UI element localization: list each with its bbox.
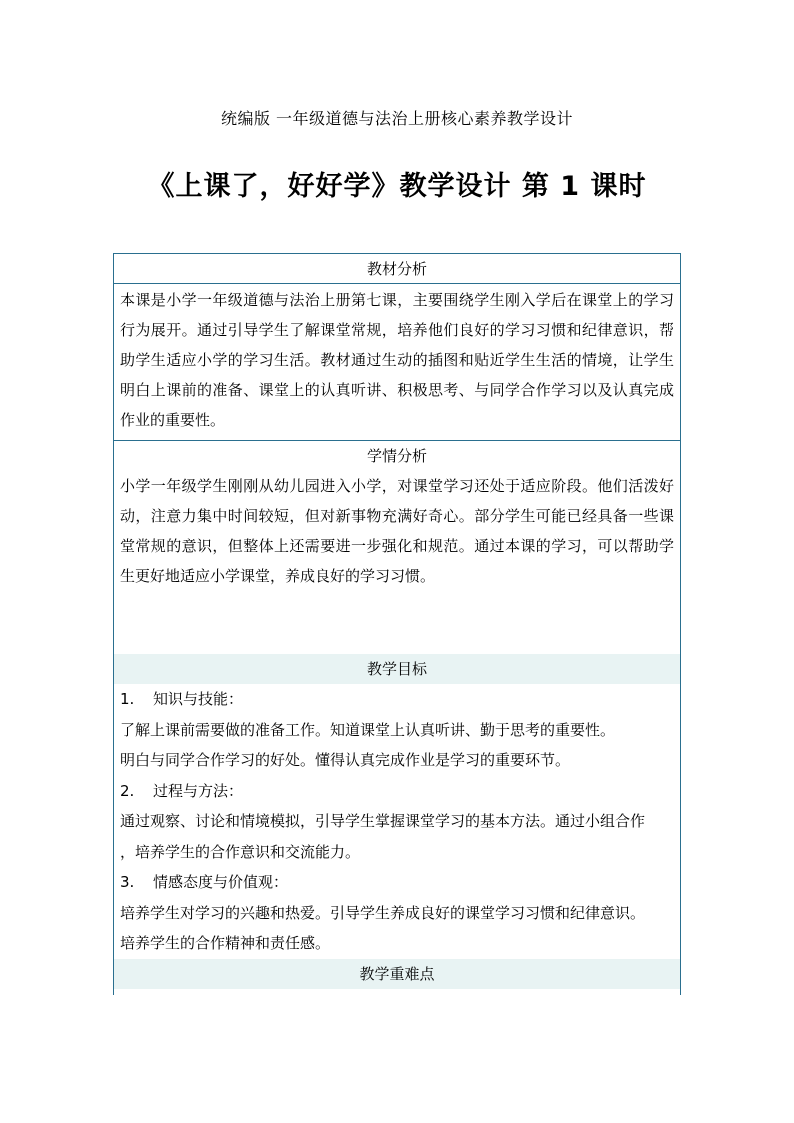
section-heading-key-difficulties: 教学重难点: [114, 959, 680, 989]
section-heading-textbook-analysis: 教材分析: [114, 254, 680, 284]
objective-line: 明白与同学合作学习的好处。懂得认真完成作业是学习的重要环节。: [120, 751, 571, 769]
document-subtitle: 统编版 一年级道德与法治上册核心素养教学设计: [220, 109, 574, 128]
lesson-plan-table: [113, 253, 681, 995]
objective-line: 培养学生对学习的兴趣和热爱。引导学生养成良好的课堂学习习惯和纪律意识。: [120, 903, 646, 922]
objective-category: [114, 684, 680, 715]
objective-number: 2.: [120, 781, 135, 800]
objective-number: 1.: [120, 690, 135, 708]
objective-line: ，培养学生的合作意识和交流能力。: [120, 842, 361, 861]
table-continuation: [114, 989, 680, 995]
section-body-student-analysis: 小学一年级学生刚刚从幼儿园进入小学，对课堂学习还处于适应阶段。他们活泼好动，注意力集中时间较短，但对新事物充满好奇心。部分学生可能已经具备一些课堂常规的意识，但整体上还需要进一步强化和规范。通过本课的学习，可以帮助学生更好地适应小学课堂，养成良好的学习习惯。: [120, 477, 674, 585]
section-heading-teaching-objectives: 教学目标: [114, 654, 680, 684]
teaching-objectives-list: [114, 684, 680, 959]
objective-label: 知识与技能：: [153, 690, 244, 708]
objective-label: 情感态度与价值观：: [153, 873, 289, 891]
objective-line: 培养学生的合作精神和责任感。: [120, 934, 331, 952]
section-body-textbook-analysis: 本课是小学一年级道德与法治上册第七课，主要围绕学生刚入学后在课堂上的学习行为展开。通过引导学生了解课堂常规，培养他们良好的学习习惯和纪律意识，帮助学生适应小学的学习生活。教材通过生动的插图和贴近学生生活的情境，让学生明白上课前的准备、课堂上的认真听讲、积极思考、与同学合作学习以及认真完成作业的重要性。: [114, 284, 680, 441]
document-title: 《上课了，好好学》教学设计 第 1 课时: [147, 171, 647, 202]
objective-category: [114, 867, 680, 898]
objective-label: 过程与方法：: [153, 781, 244, 800]
objective-line: 了解上课前需要做的准备工作。知道课堂上认真听讲、勤于思考的重要性。: [120, 720, 616, 739]
objective-number: 3.: [120, 873, 135, 891]
objective-line: 通过观察、讨论和情境模拟，引导学生掌握课堂学习的基本方法。通过小组合作: [120, 812, 646, 830]
section-heading-student-analysis: 学情分析: [366, 447, 427, 465]
objective-category: [114, 776, 680, 807]
